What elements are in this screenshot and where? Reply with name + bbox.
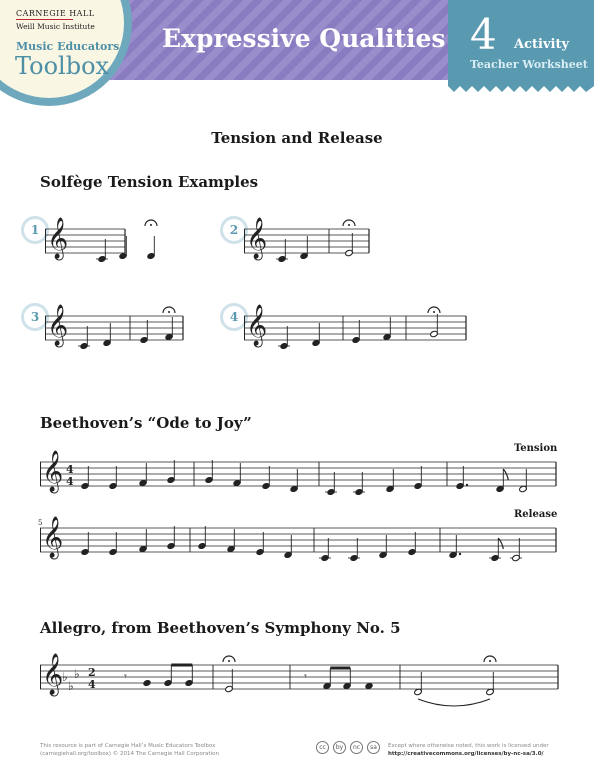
- eighth-rest: 𝄾: [124, 670, 127, 683]
- example-badge-4: 4: [220, 303, 248, 331]
- treble-clef: 𝄞: [47, 218, 69, 259]
- treble-clef: 𝄞: [42, 517, 64, 558]
- note-dot: [466, 484, 468, 486]
- note-flag: [503, 469, 508, 480]
- example-badge-2: 2: [220, 216, 248, 244]
- activity-number: 4: [470, 10, 497, 59]
- fermata-dot: [348, 224, 350, 226]
- cc-by-icon: by: [333, 741, 346, 754]
- footer-credit-line1: This resource is part of Carnegie Hall’s Music Educators Toolbox: [40, 743, 216, 749]
- example-badge-1: 1: [21, 216, 49, 244]
- section-title-ode: Beethoven’s “Ode to Joy”: [40, 414, 252, 432]
- activity-label: Activity: [514, 37, 569, 52]
- document-title: Tension and Release: [211, 129, 383, 147]
- treble-clef: 𝄞: [42, 451, 64, 492]
- flat-sign: ♭: [68, 679, 74, 693]
- time-signature-bottom: 4: [88, 678, 96, 691]
- logo-institute: Weill Music Institute: [16, 22, 95, 31]
- tie: [418, 699, 490, 706]
- cc-nc-icon: nc: [350, 741, 363, 754]
- activity-box-zigzag: [448, 86, 594, 92]
- footer-license-line2[interactable]: http://creativecommons.org/licenses/by-nc-sa/3.0/: [388, 751, 544, 757]
- staff-example-1: [45, 211, 125, 271]
- tension-label: Tension: [514, 443, 558, 454]
- fermata-dot: [489, 660, 491, 662]
- footer-license: [388, 742, 549, 758]
- treble-clef: 𝄞: [246, 305, 268, 346]
- logo-line2: Toolbox: [15, 52, 110, 80]
- staff-ode-line-1: [40, 444, 556, 504]
- footer-credit: [40, 742, 219, 758]
- release-label: Release: [514, 509, 558, 520]
- staff-example-3: [45, 298, 183, 358]
- staff-allegro: [40, 647, 558, 707]
- cc-icon: cc: [316, 741, 329, 754]
- staff-example-4: [244, 298, 466, 358]
- cc-sa-icon: sa: [367, 741, 380, 754]
- time-signature-top: 2: [88, 666, 96, 679]
- note: [365, 682, 374, 689]
- section-title-solfege: Solfège Tension Examples: [40, 173, 259, 191]
- logo-line1: Music Educators: [16, 40, 120, 53]
- footer-license-line1: Except where otherwise noted, this work is licensed under: [388, 743, 549, 749]
- treble-clef: 𝄞: [42, 654, 64, 695]
- treble-clef: 𝄞: [47, 305, 69, 346]
- logo-org: CARNEGIE HALL: [16, 9, 95, 18]
- fermata-dot: [433, 311, 435, 313]
- note: [143, 679, 152, 686]
- logo-rule: [16, 19, 73, 20]
- note-dot: [459, 553, 461, 555]
- flat-sign: ♭: [62, 670, 68, 684]
- worksheet-label: Teacher Worksheet: [470, 58, 588, 71]
- page-title: Expressive Qualities: [162, 24, 446, 53]
- footer-credit-line2: (carnegiehall.org/toolbox) © 2014 The Carnegie Hall Corporation: [40, 751, 219, 757]
- section-title-allegro: Allegro, from Beethoven’s Symphony No. 5: [40, 619, 401, 637]
- treble-clef: 𝄞: [246, 218, 268, 259]
- bar-number: 5: [38, 519, 43, 527]
- example-badge-3: 3: [21, 303, 49, 331]
- time-signature-top: 4: [66, 463, 74, 476]
- fermata-dot: [168, 311, 170, 313]
- staff-ode-line-2: [40, 510, 556, 570]
- staff-example-2: [244, 211, 369, 271]
- time-signature-bottom: 4: [66, 475, 74, 488]
- eighth-rest: 𝄾: [304, 670, 307, 683]
- fermata-dot: [150, 224, 152, 226]
- flat-sign: ♭: [74, 667, 80, 681]
- fermata-dot: [228, 660, 230, 662]
